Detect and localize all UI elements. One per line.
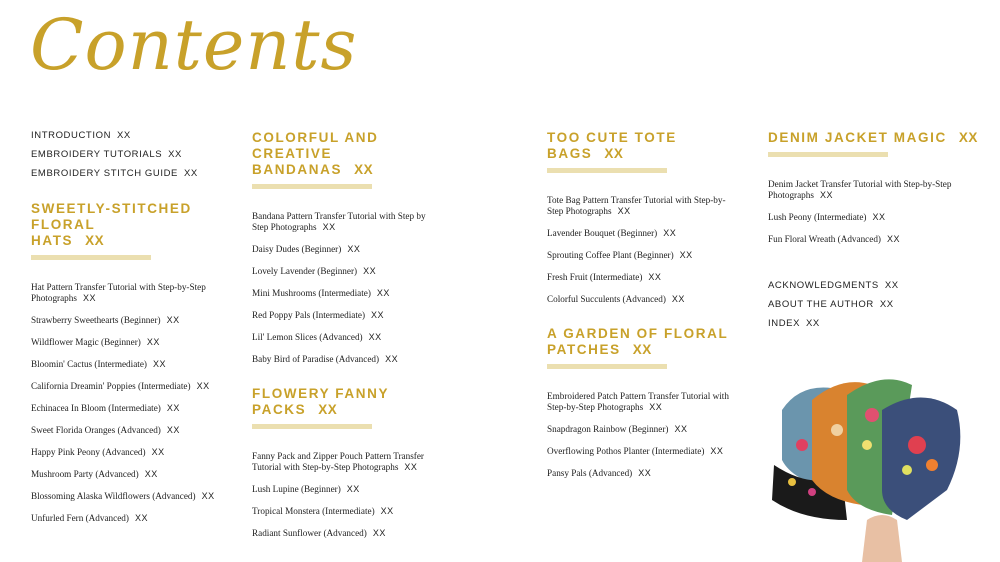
toc-entry[interactable]: [31, 381, 241, 392]
page-number: XX: [82, 293, 96, 303]
toc-entry-text: Lush Peony (Intermediate): [768, 212, 867, 222]
toc-entry[interactable]: [547, 391, 752, 413]
page-number: XX: [151, 447, 165, 457]
section-heading-line: DENIM JACKET MAGIC XX: [768, 130, 978, 145]
toc-entry-text: Sprouting Coffee Plant (Beginner): [547, 250, 674, 260]
section-heading[interactable]: [31, 201, 241, 249]
embroidered-hats-photo: [772, 370, 972, 562]
page-number: XX: [363, 266, 377, 276]
toc-entry-text: Wildflower Magic (Beginner): [31, 337, 141, 347]
page-number: XX: [671, 294, 685, 304]
page-number: XX: [648, 272, 662, 282]
toc-column-2: [252, 130, 452, 560]
toc-entry[interactable]: [31, 337, 241, 348]
page-number: XX: [710, 446, 724, 456]
toc-column-1: [31, 130, 241, 545]
toc-item-label: ABOUT THE AUTHOR: [768, 299, 874, 310]
page-number: XX: [166, 425, 180, 435]
toc-entry-text: Photographs: [31, 293, 77, 303]
toc-entry[interactable]: [547, 250, 752, 261]
page-number: XX: [372, 528, 386, 538]
page-number: XX: [318, 402, 338, 417]
heading-underline: [547, 168, 667, 173]
page-number: XX: [385, 354, 399, 364]
toc-entry[interactable]: [252, 451, 452, 473]
page-number: XX: [679, 250, 693, 260]
toc-entry[interactable]: [31, 282, 241, 304]
toc-back-item[interactable]: [768, 280, 978, 291]
toc-entry-text: Step-by-Step Photographs: [547, 402, 644, 412]
page-number: XX: [604, 146, 624, 161]
toc-entry-text: California Dreamin' Poppies (Intermediate): [31, 381, 191, 391]
page-number: XX: [134, 513, 148, 523]
toc-entry[interactable]: [31, 513, 241, 524]
section-heading-line: BANDANAS XX: [252, 162, 374, 177]
section-heading-line: HATS XX: [31, 233, 105, 248]
toc-entry-text: Sweet Florida Oranges (Advanced): [31, 425, 161, 435]
page-number: XX: [958, 130, 978, 145]
toc-entry[interactable]: [31, 447, 241, 458]
section-heading-line: COLORFUL AND CREATIVE: [252, 130, 379, 161]
page-number: XX: [806, 318, 820, 329]
toc-entry[interactable]: [768, 212, 978, 223]
toc-entry[interactable]: [547, 446, 752, 457]
toc-entry[interactable]: [31, 425, 241, 436]
toc-item-label: INTRODUCTION: [31, 130, 112, 141]
section-heading[interactable]: [252, 386, 452, 418]
page-number: XX: [85, 233, 105, 248]
toc-entry[interactable]: [252, 310, 452, 321]
toc-item-label: ACKNOWLEDGMENTS: [768, 280, 879, 291]
toc-entry-text: Lil' Lemon Slices (Advanced): [252, 332, 363, 342]
section-heading[interactable]: [768, 130, 978, 146]
toc-entry-text: Mushroom Party (Advanced): [31, 469, 139, 479]
page-number: XX: [184, 168, 198, 179]
page-number: XX: [368, 332, 382, 342]
page-number: XX: [346, 484, 360, 494]
toc-entry[interactable]: [547, 272, 752, 283]
toc-entry[interactable]: [768, 234, 978, 245]
toc-entry[interactable]: [768, 179, 978, 201]
toc-entry-text: Step Photographs: [252, 222, 317, 232]
toc-item-label: EMBROIDERY TUTORIALS: [31, 149, 163, 160]
toc-entry-text: Fun Floral Wreath (Advanced): [768, 234, 881, 244]
page-number: XX: [819, 190, 833, 200]
toc-entry[interactable]: [252, 288, 452, 299]
page-number: XX: [152, 359, 166, 369]
page-number: XX: [632, 342, 652, 357]
page-number: XX: [638, 468, 652, 478]
toc-entry-text: Fanny Pack and Zipper Pouch Pattern Transfer: [252, 451, 424, 461]
toc-entry[interactable]: [547, 195, 752, 217]
toc-entry-text: Photographs: [768, 190, 814, 200]
toc-back-item[interactable]: [768, 299, 978, 310]
section-heading-line: A GARDEN OF FLORAL: [547, 326, 729, 341]
page-number: XX: [168, 149, 182, 160]
toc-entry-text: Lush Lupine (Beginner): [252, 484, 341, 494]
toc-entry-text: Mini Mushrooms (Intermediate): [252, 288, 371, 298]
toc-entry[interactable]: [547, 294, 752, 305]
toc-entry[interactable]: [252, 506, 452, 517]
toc-entry-text: Bloomin' Cactus (Intermediate): [31, 359, 147, 369]
section-heading[interactable]: [547, 326, 752, 358]
page-number: XX: [404, 462, 418, 472]
section-heading-line: FLOWERY FANNY: [252, 386, 390, 401]
toc-entry-text: Embroidered Patch Pattern Transfer Tutorial with: [547, 391, 729, 401]
toc-column-3: [547, 130, 752, 500]
toc-entry-text: Radiant Sunflower (Advanced): [252, 528, 367, 538]
toc-entry-text: Tutorial with Step-by-Step Photographs: [252, 462, 399, 472]
section-heading-line: SWEETLY-STITCHED FLORAL: [31, 201, 192, 232]
toc-entry[interactable]: [252, 528, 452, 539]
toc-entry-text: Snapdragon Rainbow (Beginner): [547, 424, 669, 434]
page-number: XX: [872, 212, 886, 222]
toc-front-item[interactable]: [31, 168, 241, 179]
toc-entry[interactable]: [547, 228, 752, 239]
toc-entry-text: Bandana Pattern Transfer Tutorial with Step by: [252, 211, 426, 221]
toc-entry-text: Overflowing Pothos Planter (Intermediate): [547, 446, 705, 456]
toc-entry-text: Red Poppy Pals (Intermediate): [252, 310, 366, 320]
toc-entry-text: Unfurled Fern (Advanced): [31, 513, 129, 523]
toc-entry-text: Baby Bird of Paradise (Advanced): [252, 354, 380, 364]
page-number: XX: [371, 310, 385, 320]
toc-entry[interactable]: [252, 484, 452, 495]
page-number: XX: [884, 280, 899, 291]
page-number: XX: [322, 222, 336, 232]
heading-underline: [768, 152, 888, 157]
page-number: XX: [663, 228, 677, 238]
page-number: XX: [376, 288, 390, 298]
toc-entry-text: Daisy Dudes (Beginner): [252, 244, 342, 254]
toc-entry[interactable]: [547, 468, 752, 479]
section-heading-line: PATCHES XX: [547, 342, 652, 357]
toc-entry-text: Lavender Bouquet (Beginner): [547, 228, 658, 238]
toc-front-item[interactable]: [31, 149, 241, 160]
toc-entry[interactable]: [252, 354, 452, 365]
heading-underline: [31, 255, 151, 260]
toc-entry[interactable]: [31, 491, 241, 502]
toc-entry-text: Step Photographs: [547, 206, 612, 216]
page-number: XX: [146, 337, 160, 347]
page-number: XX: [617, 206, 631, 216]
toc-entry[interactable]: [547, 424, 752, 435]
toc-column-4: [768, 130, 978, 337]
page-number: XX: [347, 244, 361, 254]
page-number: XX: [196, 381, 210, 391]
page-number: XX: [674, 424, 688, 434]
toc-entry-text: Blossoming Alaska Wildflowers (Advanced): [31, 491, 196, 501]
toc-entry-text: Fresh Fruit (Intermediate): [547, 272, 643, 282]
toc-entry[interactable]: [252, 244, 452, 255]
page-number: XX: [117, 130, 131, 141]
toc-entry-text: Tropical Monstera (Intermediate): [252, 506, 375, 516]
page-number: XX: [144, 469, 158, 479]
page-number: XX: [380, 506, 394, 516]
toc-entry-text: Pansy Pals (Advanced): [547, 468, 633, 478]
toc-entry[interactable]: [31, 315, 241, 326]
page-number: XX: [887, 234, 901, 244]
page-number: XX: [879, 299, 894, 310]
heading-underline: [252, 184, 372, 189]
toc-item-label: EMBROIDERY STITCH GUIDE: [31, 168, 178, 179]
toc-entry-text: Happy Pink Peony (Advanced): [31, 447, 146, 457]
toc-entry[interactable]: [252, 211, 452, 233]
heading-underline: [252, 424, 372, 429]
toc-entry-text: Lovely Lavender (Beginner): [252, 266, 358, 276]
page-number: XX: [201, 491, 215, 501]
toc-entry[interactable]: [31, 403, 241, 414]
toc-entry[interactable]: [31, 359, 241, 370]
heading-underline: [547, 364, 667, 369]
toc-entry-text: Tote Bag Pattern Transfer Tutorial with Step-by-: [547, 195, 726, 205]
toc-front-item[interactable]: [31, 130, 241, 141]
section-heading-line: PACKS XX: [252, 402, 338, 417]
toc-entry-text: Hat Pattern Transfer Tutorial with Step-by-Step: [31, 282, 206, 292]
toc-back-item[interactable]: [768, 318, 978, 329]
toc-entry[interactable]: [252, 332, 452, 343]
toc-entry-text: Colorful Succulents (Advanced): [547, 294, 666, 304]
toc-entry[interactable]: [252, 266, 452, 277]
section-heading-line: TOO CUTE TOTE BAGS XX: [547, 130, 677, 161]
page-number: XX: [166, 403, 180, 413]
toc-entry-text: Strawberry Sweethearts (Beginner): [31, 315, 161, 325]
section-heading[interactable]: [252, 130, 452, 178]
toc-entry[interactable]: [31, 469, 241, 480]
page-number: XX: [354, 162, 374, 177]
page-title: Contents: [30, 4, 358, 86]
page-number: XX: [166, 315, 180, 325]
toc-item-label: INDEX: [768, 318, 801, 329]
page-number: XX: [649, 402, 663, 412]
toc-entry-text: Denim Jacket Transfer Tutorial with Step-by-Step: [768, 179, 952, 189]
section-heading[interactable]: [547, 130, 752, 162]
toc-entry-text: Echinacea In Bloom (Intermediate): [31, 403, 161, 413]
